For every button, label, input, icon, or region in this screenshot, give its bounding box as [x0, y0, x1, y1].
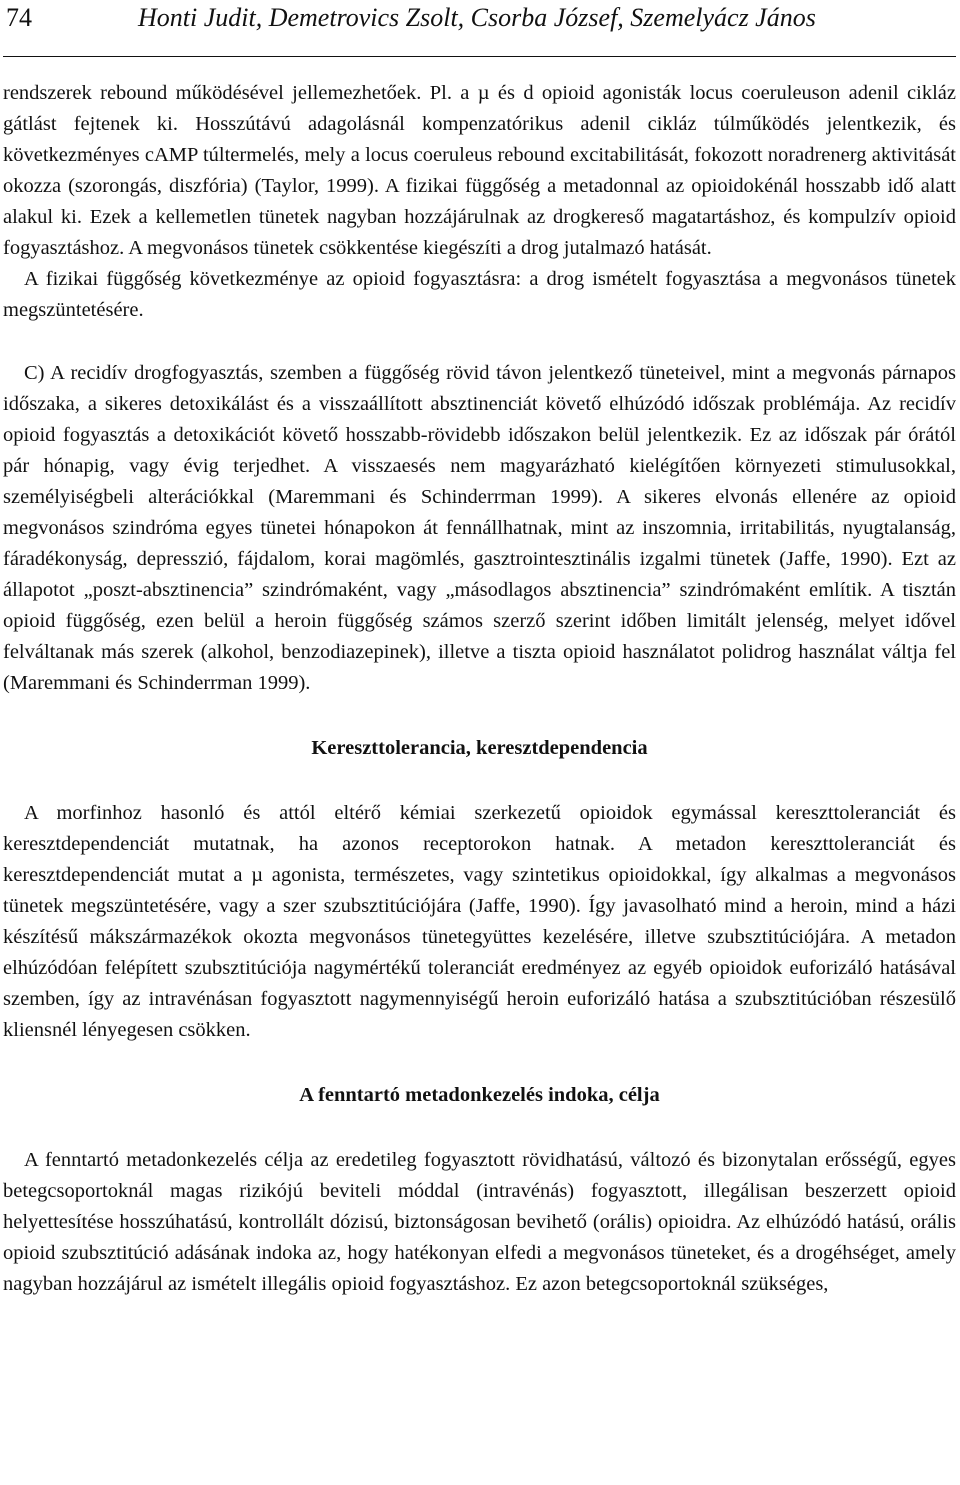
running-header: [6, 0, 956, 36]
section-heading-maintenance: A fenntartó metadonkezelés indoka, célja: [299, 1084, 660, 1106]
header-rule: [3, 56, 956, 57]
paragraph-2: A fizikai függőség következménye az opioid fogyasztásra: a drog ismételt fogyasztása a megvonásos tünetek megszüntetésére.: [3, 268, 956, 321]
header-authors: Honti Judit, Demetrovics Zsolt, Csorba József, Szemelyácz János: [138, 3, 816, 32]
paragraph-3: C) A recidív drogfogyasztás, szemben a függőség rövid távon jelentkező tüneteivel, mint a megvonás párnapos időszaka, a sikeres detoxikálást és a visszaállított absztinenciát követő elhúzódó időszak problémája. Az recidív opioid fogyasztás a detoxikációt követő hosszabb-rövidebb időszakon belül jelentkezik. Ez az időszak pár órától pár hónapig, vagy évig terjedhet. A visszaesés nem magyarázható kielégítően környezeti stimulusokkal, személyiségbeli alterációkkal (Maremmani és Schinderrman 1999). A sikeres elvonás ellenére az opioid megvonásos szindróma egyes tünetei hónapokon át fennállhatnak, mint az inszomnia, irritabilitás, nyugtalanság, fáradékonyság, depresszió, fájdalom, korai magömlés, gasztrointesztinális izgalmi tünetek (Jaffe, 1990). Ezt az állapotot „poszt-absztinencia” szindrómaként, vagy „másodlagos absztinencia” szindrómaként említik. A tisztán opioid függőség, ezen belül a heroin függőség számos szerző szerint időben limitált jelenség, melyet idővel felváltanak más szerek (alkohol, benzodiazepinek), illetve a tiszta opioid használatot polidrog használat váltja fel (Maremmani és Schinderrman 1999).: [3, 362, 956, 694]
paragraph-1: rendszerek rebound működésével jellemezhetőek. Pl. a µ és d opioid agonisták locus coeruleuson adenil cikláz gátlást fejtenek ki. Hosszútávú adagolásnál kompenzatórikus adenil cikláz túlműködés jelentkezik, és következményes cAMP túltermelés, mely a locus coeruleus rebound excitabilitását, fokozott noradrenerg aktivitását okozza (szorongás, diszfória) (Taylor, 1999). A fizikai függőség a metadonnal az opioidokénál hosszabb idő alatt alakul ki. Ezek a kellemetlen tünetek nagyban hozzájárulnak az drogkereső magatartáshoz, és kompulzív opioid fogyasztáshoz. A megvonásos tünetek csökkentése kiegészíti a drog jutalmazó hatását.: [3, 82, 956, 259]
paragraph-5: A fenntartó metadonkezelés célja az eredetileg fogyasztott rövidhatású, változó és bizonytalan erősségű, egyes betegcsoportoknál magas rizikójú beviteli móddal (intravénás) fogyasztott, illegálisan beszerzett opioid helyettesítése hosszúhatású, kontrollált dózisú, biztonságosan bevihető (orális) opioidra. Az elhúzódó hatású, orális opioid szubsztitúció adásának indoka az, hogy hatékonyan elfedi a megvonásos tüneteket, és a drogéhséget, amely nagyban hozzájárul az ismételt illegális opioid fogyasztáshoz. Ez azon betegcsoportoknál szükséges,: [3, 1149, 956, 1295]
body-text: [3, 78, 956, 1300]
page-number: 74: [6, 3, 32, 32]
section-heading-cross-tolerance: Kereszttolerancia, keresztdependencia: [311, 737, 648, 759]
paragraph-4: A morfinhoz hasonló és attól eltérő kémiai szerkezetű opioidok egymással kereszttoleranciát és keresztdependenciát mutatnak, ha azonos receptorokon hatnak. A metadon kereszttoleranciát és keresztdependenciát mutat a µ agonista, természetes, vagy szintetikus opioidokkal, így alkalmas a megvonásos tünetek megszüntetésére, vagy a szer szubsztitúciójára (Jaffe, 1990). Így javasolható mind a heroin, mind a házi készítésű mákszármazékok okozta megvonásos tünetegyüttes kezelésére, illetve szubsztitúciójára. A metadon elhúzódóan felépített szubsztitúciója nagymértékű toleranciát eredményez az egyéb opioidok euforizáló hatásával szemben, így az intravénásan fogyasztott nagymennyiségű heroin euforizáló hatása a szubsztitúcióban részesülő kliensnél lényegesen csökken.: [3, 802, 956, 1041]
